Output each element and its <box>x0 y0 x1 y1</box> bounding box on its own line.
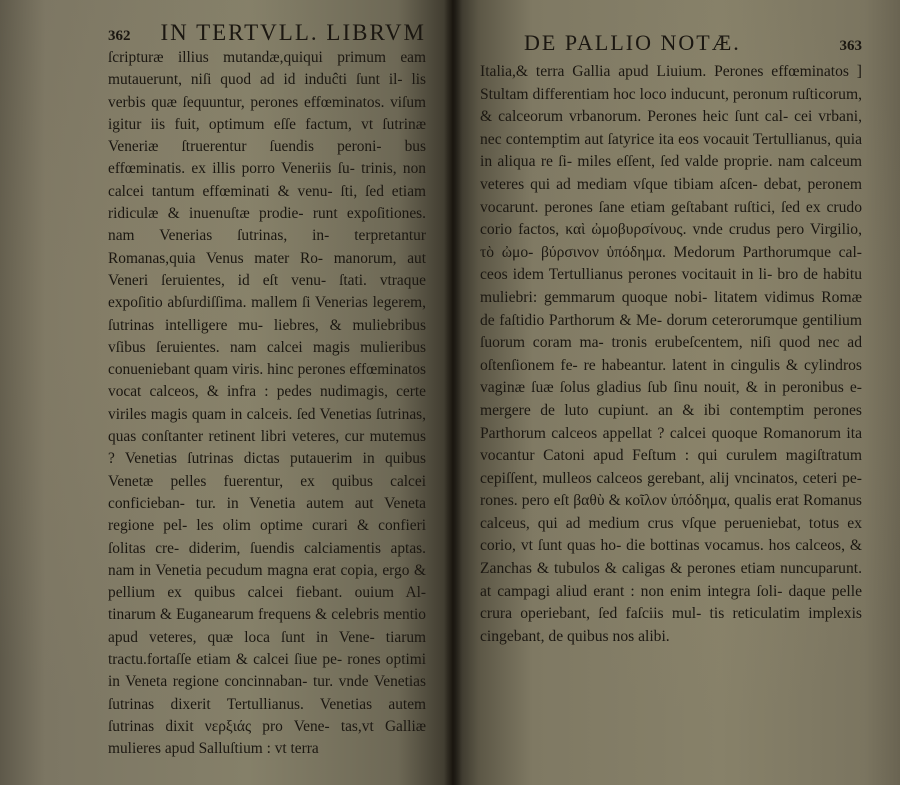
right-page-number: 363 <box>839 38 862 54</box>
left-running-head: IN TERTVLL. LIBRVM <box>160 20 426 45</box>
left-page-number: 362 <box>108 28 131 44</box>
right-page-body: Italia,& terra Gallia apud Liuium. Perones effœminatos ] Stultam differentiam hoc loco inducunt, peronum ruſticorum, & calceorum vrbanorum. Perones heic ſunt cal- cei vrbani, nec contemptim aut ſatyrice ita eos vocauit Tertullianus, quia in aliqua re ſi- miles eſſent, ſed valde proprie. nam calceum veteres qui ad mediam vſque tibiam aſcen- debat, peronem vocarunt. perones ſane etiam geſtabant ruſtici, ſed ex crudo corio factos, καὶ ὠμοβυρσίνους. vnde crudus pero Virgilio, τὸ ὠμο- βύρσινον ὑπόδημα. Medorum Parthorumque cal- ceos idem Tertullianus perones vocitauit in li- bro de habitu muliebri: gemmarum quoque nobi- litatem vidimus Romæ de faſtidio Parthorum & Me- dorum ceterorumque gentilium ſuorum coram ma- tronis erubeſcentem, niſi quod nec ad oſtenſionem fe- re habeantur. latent in cingulis & cylindros vaginæ ſuæ ſolus gladius ſub ſinu nouit, & in peronibus e- mergere de luto cupiunt. an & ibi contemptim perones Parthorum calceos appellat ? calcei quoque Romanorum ita vocantur Catoni apud Feſtum : qui curulem magiſtratum cepiſſent, mulleos calceos gerebant, alij vncinatos, ceteri pe- rones. pero eſt βαθὺ & κοῖλον ὑπόδημα, qualis erat Romanus calceus, qui ad medium crus vſque perueniebat, totus ex corio, vt ſunt quas ho- die bottinas vocamus. hos calceos, & Zanchas & tubulos & caligas & perones etiam nuncuparunt. at campagi aliud erant : non enim integra ſoli- daque pelle crura operiebant, ſed faſciis mul- tis reticulatim implexis cingebant, de quibus nos alibi. <box>480 63 862 645</box>
left-page-body: ſcripturæ illius mutandæ,quiqui primum eam mutauerunt, niſi quod ad id induĉti ſunt il- lis verbis quæ ſequuntur, perones effœminatos. viſum igitur iis fuit, optimum eſſe factum, vt ſutrinæ Veneriæ ſtruerentur ſuendis peroni- bus effœminatis. ex illis porro Veneriis ſu- trinis, non calcei tantum effœminati & venu- ſti, ſed etiam ridiculæ & inuenuſtæ prodie- runt expoſitiones. nam Venerias ſutrinas, in- terpretantur Romanas,quia Venus mater Ro- manorum, aut Veneri ſeruientes, id eſt venu- ſtati. vtraque expoſitio abſurdiſſima. mallem ſi Venerias legerem, ſutrinas intelligere mu- liebres, & muliebribus vſibus ſeruientes. nam calcei magis mulieribus conueniebant quam viris. hinc perones effœminatos vocat calceos, & infra : pedes nudimagis, certe viriles magis quam in calceis. ſed Venetias ſutrinas, quas conſtanter retinent libri veteres, cur mutemus ? Venetias ſutrinas dictas putauerim in quibus Venetæ pelles fuerentur, ex quibus calcei conficieban- tur. in Venetia autem aut Veneta regione pel- les olim optime curari & confieri ſolitas cre- diderim, ſuendis calciamentis aptas. nam in Venetia pecudum magna erat copia, ergo & pellium ex quibus calcei fiebant. ouium Al- tinarum & Euganearum frequens & celebris mentio apud veteres, quæ loca ſunt in Vene- tiarum tractu.fortaſſe etiam & calcei ſiue pe- rones optimi in Veneta regione concinnaban- tur. vnde Venetias ſutrinas dixerit Tertullianus. Venetias autem ſutrinas dixit νερξιάς pro Vene- tas,vt Galliæ mulieres apud Salluſtium : vt terra <box>108 49 426 758</box>
right-page-header <box>480 30 862 56</box>
book-gutter <box>444 0 462 785</box>
right-page <box>452 0 900 785</box>
right-running-head: DE PALLIO NOTÆ. <box>524 30 741 55</box>
left-page-header <box>108 20 426 46</box>
